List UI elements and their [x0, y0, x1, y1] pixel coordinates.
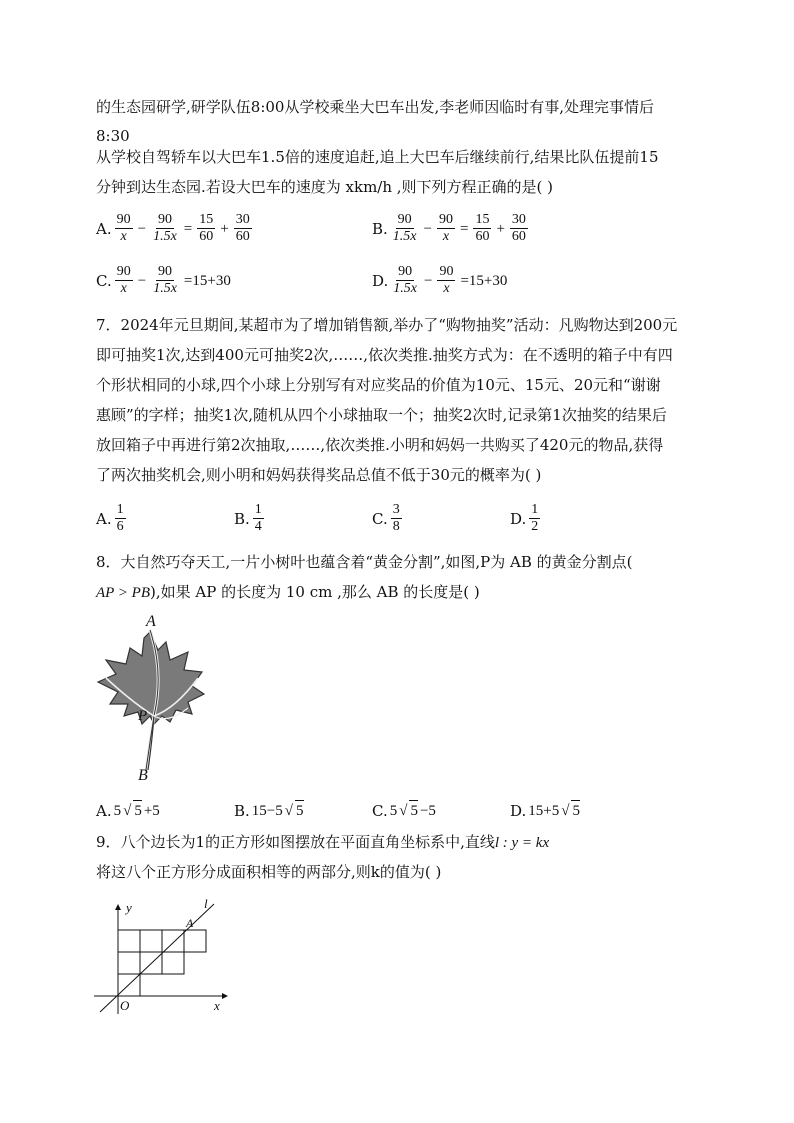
q9-line2: 将这八个正方形分成面积相等的两部分,则k的值为( ) — [96, 863, 442, 881]
leaf-shape — [98, 632, 204, 724]
y-axis-arrow — [115, 904, 121, 910]
square — [118, 952, 140, 974]
q8-option-b: B. 15−5 √ 5 — [234, 801, 304, 820]
q8-line2: AP > PB),如果 AP 的长度为 10 cm ,那么 AB 的长度是( ) — [96, 583, 480, 601]
point-b-label: B — [138, 767, 148, 784]
q6-option-a: A. $\frac{90}{x}$ − $\frac{90}{1.5x}$ = $\frac{15}{60}$ + $\frac{30}{60}$ — [96, 212, 250, 244]
q6-line3: 从学校自驾轿车以大巴车1.5倍的速度追赶,追上大巴车后继续前行,结果比队伍提前15 — [96, 148, 659, 166]
point-a-label: A — [186, 916, 194, 930]
point-p-label: P — [138, 708, 148, 724]
q7-line1: 7．2024年元旦期间,某超市为了增加销售额,举办了“购物抽奖”活动：凡购物达到200元 — [96, 316, 678, 334]
fraction: $\frac{90}{1.5x}$ — [153, 264, 177, 296]
point-a-label: A — [146, 613, 156, 630]
option-label: C. — [96, 271, 112, 290]
q6-option-c: C. $\frac{90}{x}$ − $\frac{90}{1.5x}$ =15+30 — [96, 264, 231, 296]
x-axis-arrow — [222, 993, 228, 999]
y-axis-label: y — [126, 900, 132, 915]
squares-grid-figure — [94, 896, 234, 1016]
origin-label: O — [120, 998, 130, 1013]
fraction: $\frac{90}{1.5x}$ — [393, 264, 417, 296]
x-axis-label: x — [214, 998, 220, 1013]
q8-line1: 8．大自然巧夺天工,一片小树叶也蕴含着“黄金分割”,如图,P为 AB 的黄金分割点( — [96, 553, 633, 571]
q7-option-a: A. $\frac{1}{6}$ — [96, 502, 124, 534]
option-label: A. — [96, 219, 112, 238]
q8-option-a: A. 5 √ 5 +5 — [96, 801, 160, 820]
q7-line2: 即可抽奖1次,达到400元可抽奖2次,……,依次类推.抽奖方式为：在不透明的箱子中有四 — [96, 346, 673, 364]
q6-option-d: D. $\frac{90}{1.5x}$ − $\frac{90}{x}$ =15+30 — [372, 264, 508, 296]
fraction: $\frac{30}{60}$ — [235, 212, 250, 244]
q6-line4: 分钟到达生态园.若设大巴车的速度为 xkm/h ,则下列方程正确的是( ) — [96, 178, 554, 196]
q9-line1: 9．八个边长为1的正方形如图摆放在平面直角坐标系中,直线l : y = kx — [96, 833, 550, 851]
q8-option-c: C. 5 √ 5 −5 — [372, 801, 436, 820]
q7-option-b: B. $\frac{1}{4}$ — [234, 502, 262, 534]
square — [162, 952, 184, 974]
square — [184, 930, 206, 952]
squares — [118, 930, 206, 996]
fraction: $\frac{90}{1.5x}$ — [153, 212, 177, 244]
q6-time-annotation: 8:30 — [96, 127, 130, 145]
option-label: D. — [372, 271, 389, 290]
fraction: $\frac{30}{60}$ — [511, 212, 526, 244]
q6-option-b: B. $\frac{90}{1.5x}$ − $\frac{90}{x}$ = $\frac{15}{60}$ + $\frac{30}{60}$ — [372, 212, 526, 244]
fraction: $\frac{90}{x}$ — [439, 264, 454, 296]
fraction: $\frac{90}{x}$ — [116, 264, 131, 296]
fraction: $\frac{15}{60}$ — [199, 212, 214, 244]
fraction: $\frac{90}{x}$ — [116, 212, 131, 244]
q7-option-d: D. $\frac{1}{2}$ — [510, 502, 539, 534]
q7-option-c: C. $\frac{3}{8}$ — [372, 502, 400, 534]
q7-line6: 了两次抽奖机会,则小明和妈妈获得奖品总值不低于30元的概率为( ) — [96, 466, 542, 484]
square — [140, 930, 162, 952]
q8-option-d: D. 15+5 √ 5 — [510, 801, 580, 820]
maple-leaf-figure — [92, 612, 222, 784]
line-l-label: l — [204, 896, 208, 911]
fraction: $\frac{90}{x}$ — [438, 212, 453, 244]
option-label: B. — [372, 219, 388, 238]
square — [118, 930, 140, 952]
square — [162, 930, 184, 952]
q7-line3: 个形状相同的小球,四个小球上分别写有对应奖品的价值为10元、15元、20元和“谢谢 — [96, 376, 661, 394]
fraction: $\frac{15}{60}$ — [475, 212, 490, 244]
fraction: $\frac{90}{1.5x}$ — [392, 212, 417, 244]
q7-line4: 惠顾”的字样；抽奖1次,随机从四个小球抽取一个；抽奖2次时,记录第1次抽奖的结果后 — [96, 406, 667, 424]
q6-line1: 的生态园研学,研学队伍8:00从学校乘坐大巴车出发,李老师因临时有事,处理完事情后 — [96, 98, 654, 116]
q7-line5: 放回箱子中再进行第2次抽取,……,依次类推.小明和妈妈一共购买了420元的物品,获得 — [96, 436, 664, 454]
